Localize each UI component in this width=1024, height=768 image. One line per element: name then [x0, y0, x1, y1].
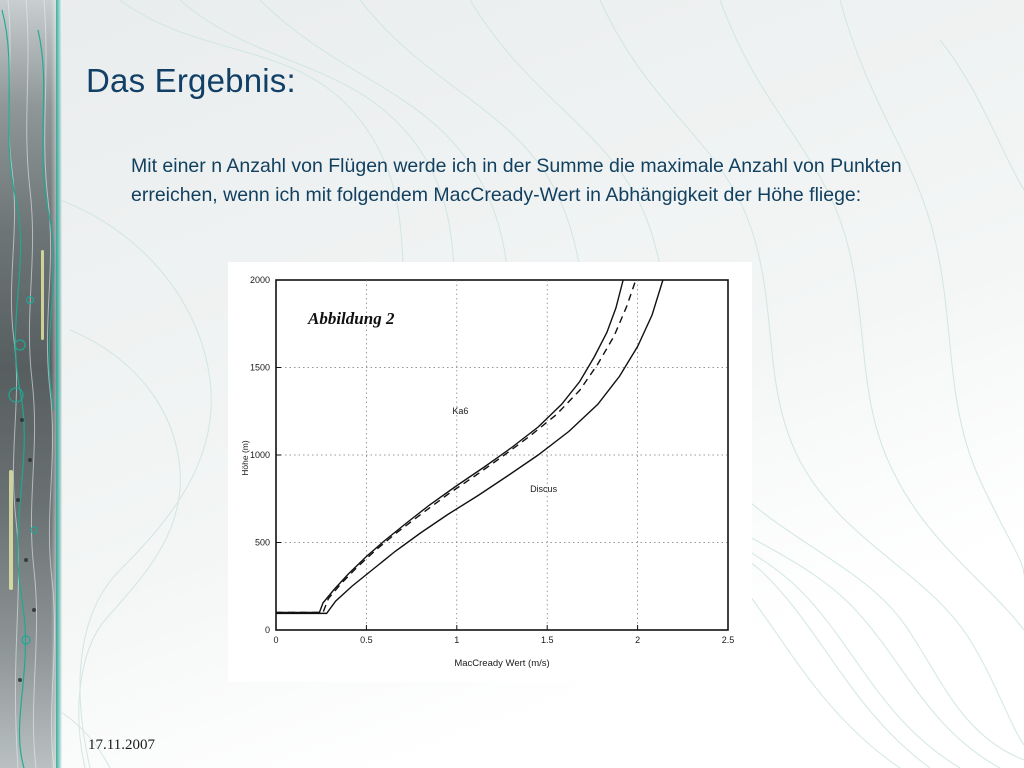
- decorative-left-strip: [0, 0, 62, 768]
- chart-xlabel: MacCready Wert (m/s): [454, 658, 550, 669]
- strip-accent-edge: [56, 0, 62, 768]
- chart-canvas: [228, 262, 752, 682]
- chart-title: Abbildung 2: [308, 309, 395, 328]
- svg-text:0: 0: [264, 625, 270, 635]
- svg-text:1500: 1500: [249, 362, 270, 373]
- page-title: Das Ergebnis:: [86, 62, 296, 99]
- footer-date: 17.11.2007: [88, 737, 155, 753]
- svg-text:1000: 1000: [249, 450, 270, 460]
- chart-annotation: Ka6: [452, 405, 469, 416]
- figure-abbildung-2: [228, 262, 752, 682]
- chart-ylabel: Höhe (m): [240, 440, 250, 476]
- svg-text:1.5: 1.5: [540, 635, 554, 645]
- svg-text:2000: 2000: [249, 275, 270, 285]
- svg-text:0: 0: [273, 635, 279, 645]
- chart-annotation: Discus: [530, 483, 558, 494]
- svg-text:2: 2: [635, 635, 641, 645]
- svg-text:500: 500: [254, 537, 270, 548]
- svg-text:1: 1: [454, 635, 460, 645]
- strip-pattern: [0, 0, 62, 768]
- body-paragraph: Mit einer n Anzahl von Flügen werde ich in der Summe die maximale Anzahl von Punkten erreichen, wenn ich mit folgendem MacCready-Wert in Abhängigkeit der Höhe fliege:: [131, 155, 902, 206]
- svg-text:0.5: 0.5: [360, 635, 373, 645]
- svg-text:2.5: 2.5: [721, 635, 735, 645]
